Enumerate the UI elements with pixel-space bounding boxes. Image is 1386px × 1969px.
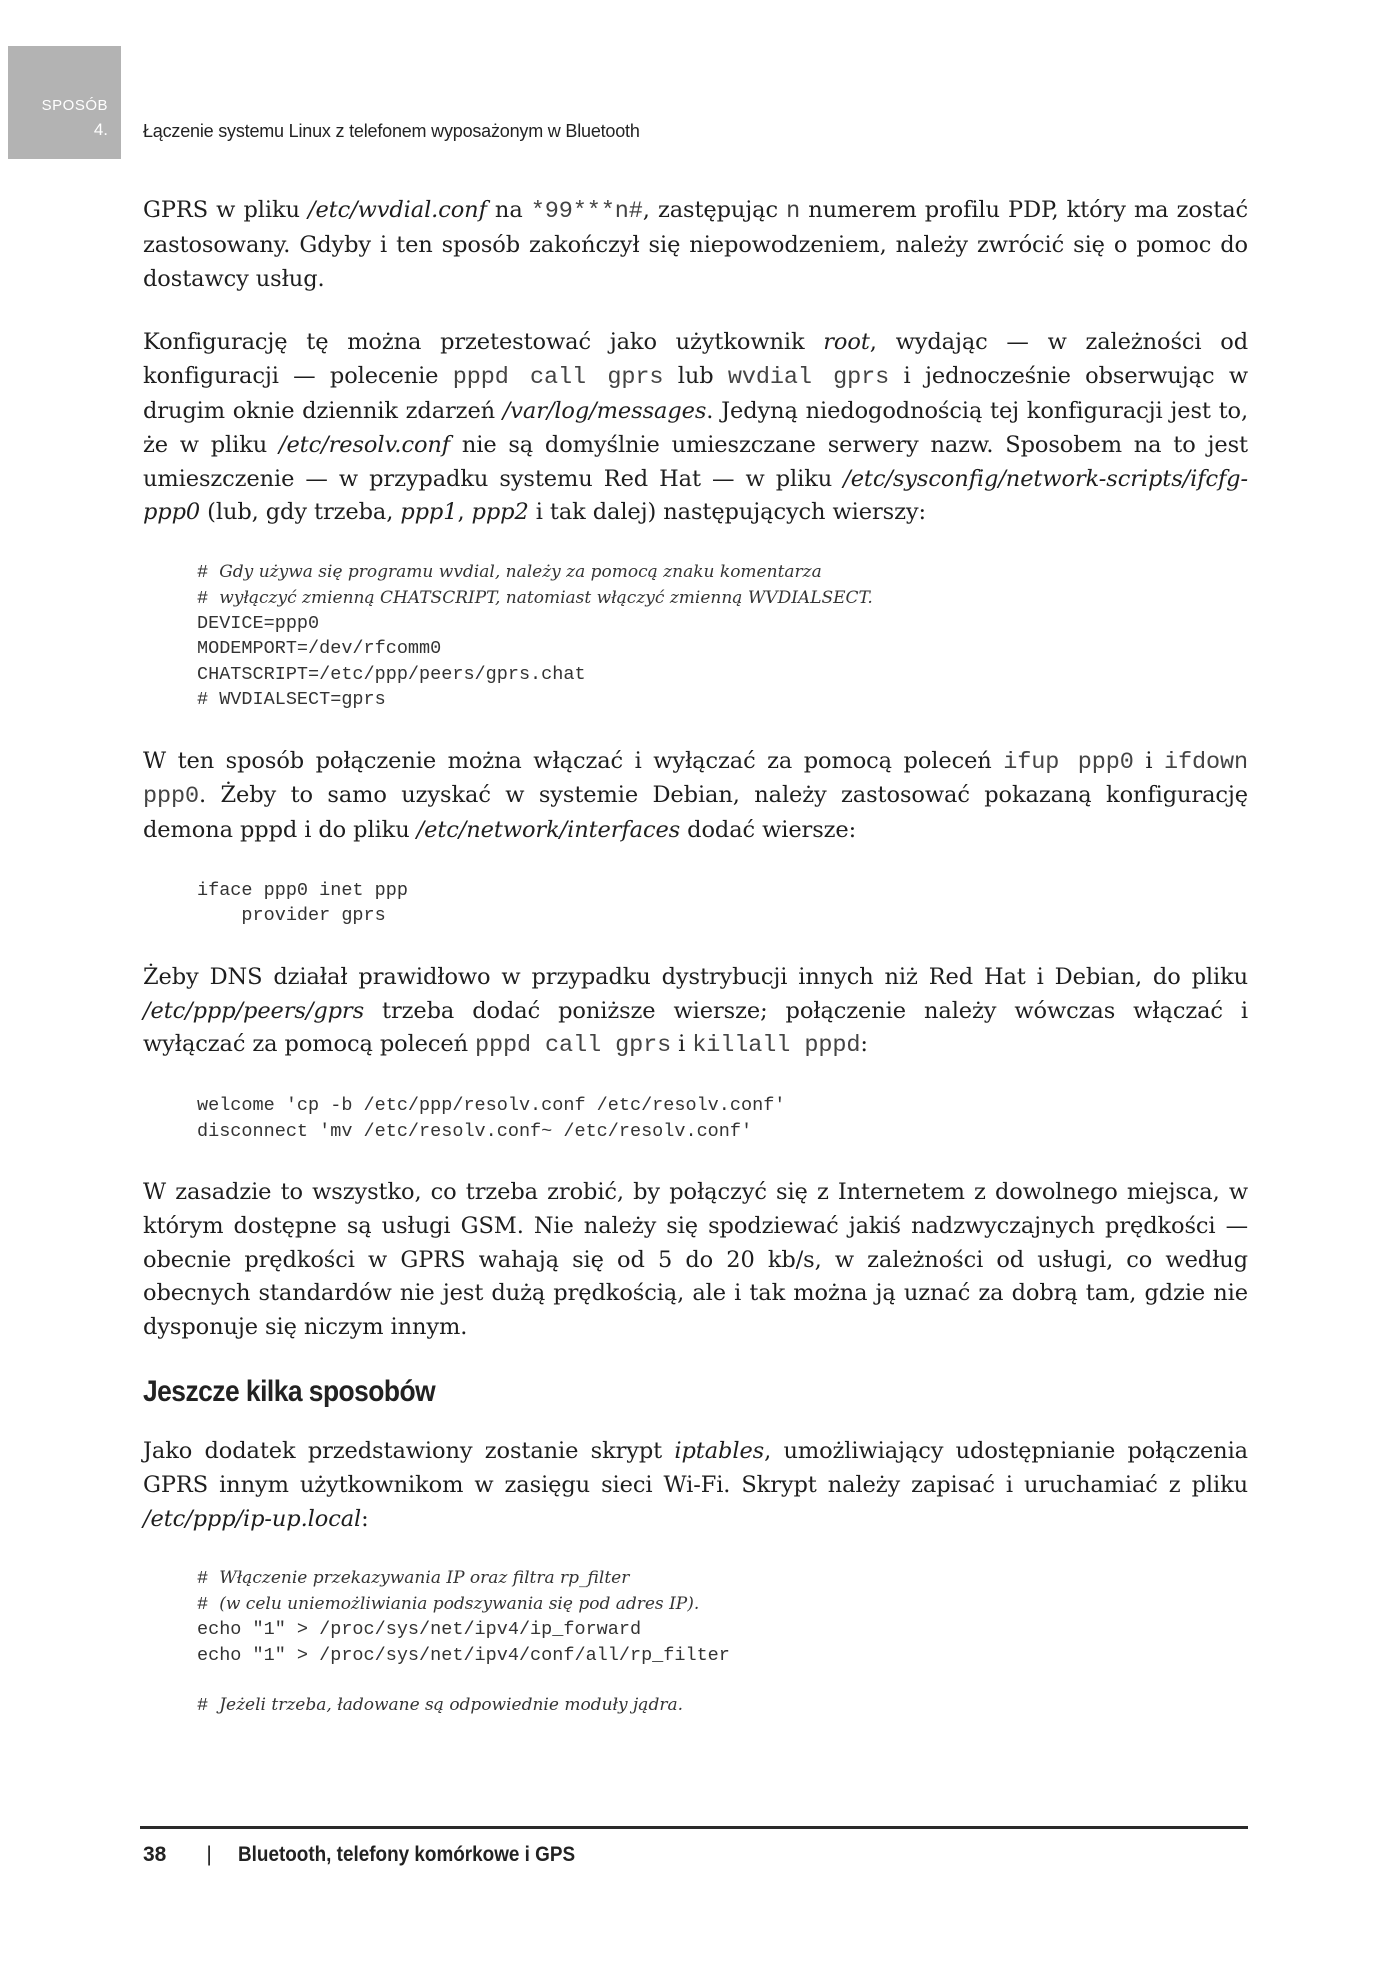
code-block-4: # Włączenie przekazywania IP oraz filtra rp_filter # (w celu uniemożliwiania podszywania się pod adres IP). echo "1" > /proc/sys/net/ipv4/ip_forward echo "1" > /proc/sys/net/ipv4/conf/all/rp_filter # Jeżeli trzeba, ładowane są odpowiednie moduły jądra. — [197, 1568, 730, 1717]
book-title: Bluetooth, telefony komórkowe i GPS — [237, 1843, 575, 1866]
paragraph-5: W zasadzie to wszystko, co trzeba zrobić, by połączyć się z Internetem z dowolnego miejsca, w którym dostępne są usługi GSM. Nie należy się spodziewać jakiś nadzwyczajnych prędkości — obecnie prędkości w GPRS wahają się od 5 do 20 kb/s, w zależności od usługi, co według obecnych standardów nie jest dużą prędkością, ale i tak można ją uznać za dobrą tam, gdzie nie dysponuje się niczym innym. — [143, 1179, 1248, 1341]
code-block-3: welcome 'cp -b /etc/ppp/resolv.conf /etc/resolv.conf' disconnect 'mv /etc/resolv.conf~ /etc/resolv.conf' — [197, 1095, 786, 1142]
page-number: 38 — [143, 1843, 167, 1866]
code-block-2: iface ppp0 inet ppp provider gprs — [197, 880, 408, 927]
footer-separator: | — [206, 1843, 212, 1866]
inline-code: pppd call gprs — [452, 364, 664, 392]
paragraph-1: GPRS w pliku /etc/wvdial.conf na *99***n#, zastępując n numerem profilu PDP, który ma zostać zastosowany. Gdyby i ten sposób zakończył się niepowodzeniem, należy zwrócić się o pomoc do dostawcy usług. — [143, 197, 1249, 292]
page-content — [143, 194, 1248, 1751]
chapter-tab — [8, 46, 121, 159]
file-path: /var/log/messages — [502, 397, 707, 424]
chapter-tab-label: SPOSÓB — [41, 97, 108, 114]
code-block-1: # Gdy używa się programu wvdial, należy za pomocą znaku komentarza # wyłączyć zmienną CHATSCRIPT, natomiast włączyć zmienną WVDIALSECT. DEVICE=ppp0 MODEMPORT=/dev/rfcomm0 CHATSCRIPT=/etc/ppp/peers/gprs.chat # WVDIALSECT=gprs — [197, 562, 873, 711]
file-path: /etc/resolv.conf — [278, 431, 451, 458]
inline-code: wvdial gprs — [727, 364, 890, 392]
file-path: /etc/network/interfaces — [416, 817, 681, 844]
paragraph-6: Jako dodatek przedstawiony zostanie skrypt iptables, umożliwiający udostępnianie połączenia GPRS innym użytkownikom w zasięgu sieci Wi-Fi. Skrypt należy zapisać i uruchamiać z pliku /etc/ppp/ip-up.local: — [143, 1438, 1248, 1532]
inline-code: killall pppd — [692, 1032, 861, 1060]
chapter-tab-number: 4. — [93, 120, 108, 139]
file-path: /etc/ppp/ip-up.local — [143, 1505, 362, 1532]
file-path: /etc/wvdial.conf — [307, 197, 487, 223]
file-path: /etc/sysconfig/network-scripts/ifcfg-ppp0 — [143, 465, 1248, 526]
inline-code: ifup ppp0 — [1003, 748, 1134, 776]
page-footer — [143, 1843, 612, 1867]
section-heading: Jeszcze kilka sposobów — [143, 1375, 436, 1408]
file-path: /etc/ppp/peers/gprs — [143, 997, 365, 1024]
running-header: Łączenie systemu Linux z telefonem wyposażonym w Bluetooth — [143, 121, 640, 141]
footer-rule — [140, 1826, 1248, 1829]
paragraph-2: Konfigurację tę można przetestować jako użytkownik root, wydając — w zależności od konfiguracji — polecenie pppd call gprs lub wvdial gprs i jednocześnie obserwując w drugim oknie dziennik zdarzeń /var/log/messages. Jedyną niedogodnością tej konfiguracji jest to, że w pliku /etc/resolv.conf nie są domyślnie umieszczane serwery nazw. Sposobem na to jest umieszczenie — w przypadku systemu Red Hat — w pliku /etc/sysconfig/network-scripts/ifcfg-ppp0 (lub, gdy trzeba, ppp1, ppp2 i tak dalej) następujących wierszy: — [143, 329, 1249, 526]
inline-code: *99***n# — [530, 198, 643, 225]
inline-code: n — [786, 198, 801, 225]
inline-code: ifdown ppp0 — [143, 748, 1248, 811]
paragraph-3: W ten sposób połączenie można włączać i wyłączać za pomocą poleceń ifup ppp0 i ifdown ppp0. Żeby to samo uzyskać w systemie Debian, należy zastosować pokazaną konfigurację demona pppd i do pliku /etc/network/interfaces dodać wiersze: — [143, 747, 1248, 844]
paragraph-4: Żeby DNS działał prawidłowo w przypadku dystrybucji innych niż Red Hat i Debian, do pliku /etc/ppp/peers/gprs trzeba dodać poniższe wiersze; połączenie należy wówczas włączać i wyłączać za pomocą poleceń pppd call gprs i killall pppd: — [143, 963, 1248, 1060]
inline-code: pppd call gprs — [475, 1032, 672, 1060]
